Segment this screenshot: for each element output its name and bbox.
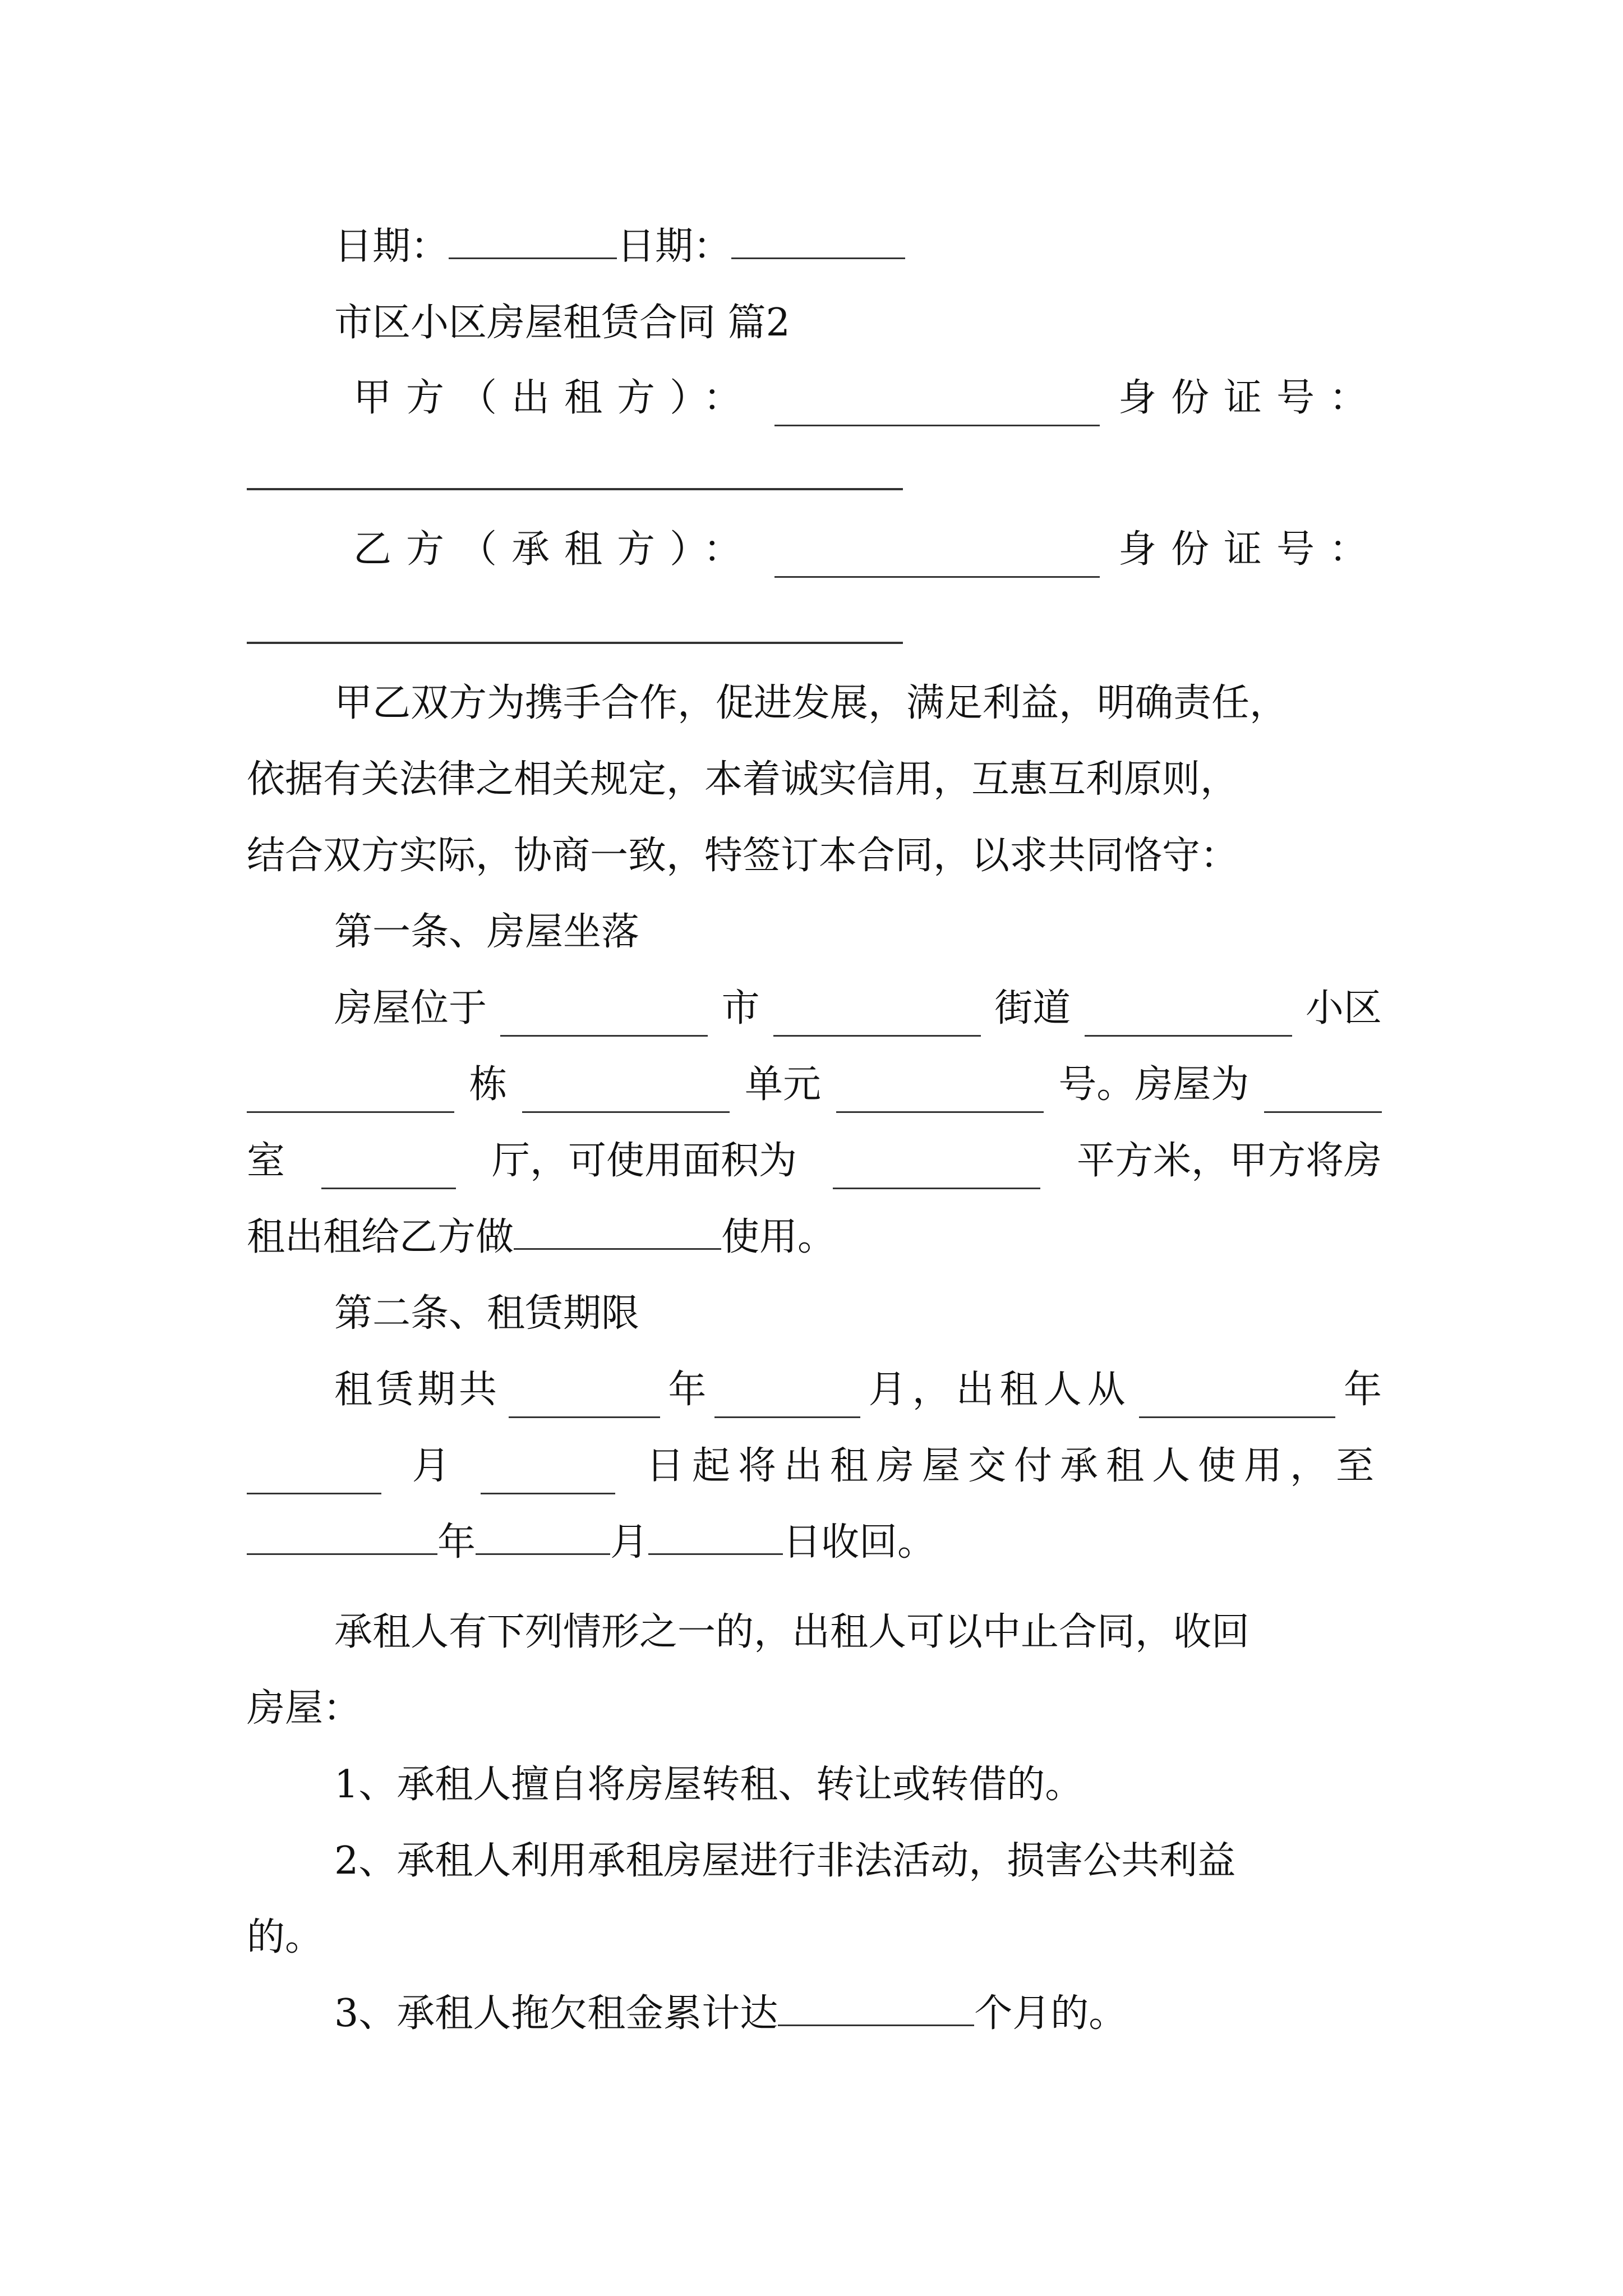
article1-text-street: 街道: [994, 986, 1071, 1030]
end-year-blank[interactable]: [247, 1516, 437, 1555]
rooms-blank[interactable]: [1264, 1074, 1382, 1113]
street-blank[interactable]: [773, 997, 981, 1037]
termination-item-3: [247, 1986, 1382, 2042]
party-a-line: [247, 370, 1382, 426]
article1-line-4: [247, 1209, 1382, 1266]
end-month-blank[interactable]: [476, 1516, 610, 1555]
article2-text-deliver: 日起将出租房屋交付承租人使用，至: [645, 1444, 1382, 1488]
termination-intro-2: 房屋：: [247, 1686, 362, 1731]
contract-title: 市区小区房屋租赁合同 篇2: [334, 301, 790, 345]
party-b-name-blank[interactable]: [774, 539, 1100, 578]
party-a-id-label: 身份证号：: [1118, 376, 1382, 420]
start-month-blank[interactable]: [247, 1455, 381, 1494]
termination-item-2-line-1: 2、承租人利用承租房屋进行非法活动，损害公共利益: [334, 1839, 1236, 1883]
end-day-blank[interactable]: [648, 1516, 783, 1555]
termination-item-3-text: 3、承租人拖欠租金累计达: [334, 1991, 778, 2036]
party-a-label: 甲方（出租方）：: [353, 376, 757, 420]
start-day-blank[interactable]: [481, 1455, 615, 1494]
article1-text-sqm: 平方米，甲方将房: [1076, 1139, 1382, 1183]
article1-text-community: 小区: [1305, 986, 1382, 1030]
party-b-id-blank[interactable]: [247, 642, 903, 644]
article1-text-building: 栋: [469, 1062, 508, 1107]
article2-text-return: 日收回。: [783, 1520, 936, 1565]
date-line: [247, 219, 1382, 275]
article1-line-1: [247, 981, 1382, 1037]
intro-line-1: 甲乙双方为携手合作，促进发展，满足利益，明确责任，: [334, 681, 1288, 725]
term-years-blank[interactable]: [509, 1379, 660, 1418]
party-a-name-blank[interactable]: [774, 387, 1100, 426]
party-b-label: 乙方（承租方）：: [353, 527, 757, 572]
article2-text-end-month: 月: [610, 1520, 649, 1565]
community-blank[interactable]: [1085, 997, 1292, 1037]
article1-text-purpose: 租出租给乙方做: [247, 1215, 514, 1259]
termination-item-1: 1、承租人擅自将房屋转租、转让或转借的。: [334, 1763, 1083, 1807]
article1-text-location: 房屋位于: [334, 986, 487, 1030]
intro-line-3: 结合双方实际，协商一致，特签订本合同，以求共同恪守：: [247, 834, 1239, 878]
article1-text-city: 市: [721, 986, 760, 1030]
party-a-id-blank[interactable]: [247, 488, 903, 490]
article2-line-3: [247, 1515, 1382, 1571]
article2-text-start-month: 月: [412, 1444, 450, 1488]
date-blank-1[interactable]: [449, 220, 617, 259]
intro-line-2: 依据有关法律之相关规定，本着诚实信用，互惠互利原则，: [247, 757, 1239, 802]
arrears-months-blank[interactable]: [778, 1987, 974, 2026]
article1-line-2: [247, 1057, 1382, 1113]
article1-text-room: 室: [247, 1139, 285, 1183]
article2-line-2: [247, 1438, 1382, 1494]
start-year-blank[interactable]: [1139, 1379, 1335, 1418]
term-months-blank[interactable]: [714, 1379, 860, 1418]
article1-line-3: [247, 1133, 1382, 1189]
date-label-1: 日期：: [334, 224, 449, 269]
party-b-line: [247, 522, 1382, 578]
date-blank-2[interactable]: [731, 220, 905, 259]
unit-blank[interactable]: [522, 1074, 730, 1113]
termination-item-3-suffix: 个月的。: [974, 1991, 1127, 2036]
party-b-id-label: 身份证号：: [1118, 527, 1382, 572]
article1-text-unit: 单元: [744, 1062, 821, 1107]
date-label-2: 日期：: [617, 224, 732, 269]
number-blank[interactable]: [836, 1074, 1044, 1113]
article2-text-from: 月，出租人从: [868, 1368, 1131, 1412]
article2-text-end-year: 年: [437, 1520, 476, 1565]
article1-text-area: 厅，可使用面积为: [491, 1139, 797, 1183]
purpose-blank[interactable]: [514, 1211, 721, 1250]
termination-intro-1: 承租人有下列情形之一的，出租人可以中止合同，收回: [334, 1610, 1250, 1654]
article2-heading: 第二条、租赁期限: [334, 1291, 640, 1336]
article2-line-1: [247, 1362, 1382, 1418]
halls-blank[interactable]: [321, 1150, 456, 1189]
area-blank[interactable]: [833, 1150, 1040, 1189]
article1-text-room-type: 号。房屋为: [1058, 1062, 1249, 1107]
termination-item-2-line-2: 的。: [247, 1915, 324, 1959]
article2-text-year: 年: [668, 1368, 707, 1412]
building-blank[interactable]: [247, 1074, 454, 1113]
article2-text-term: 租赁期共: [334, 1368, 501, 1412]
city-blank[interactable]: [500, 997, 708, 1037]
article2-text-start-year: 年: [1343, 1368, 1382, 1412]
article1-text-use: 使用。: [721, 1215, 836, 1259]
article1-heading: 第一条、房屋坐落: [334, 910, 640, 954]
